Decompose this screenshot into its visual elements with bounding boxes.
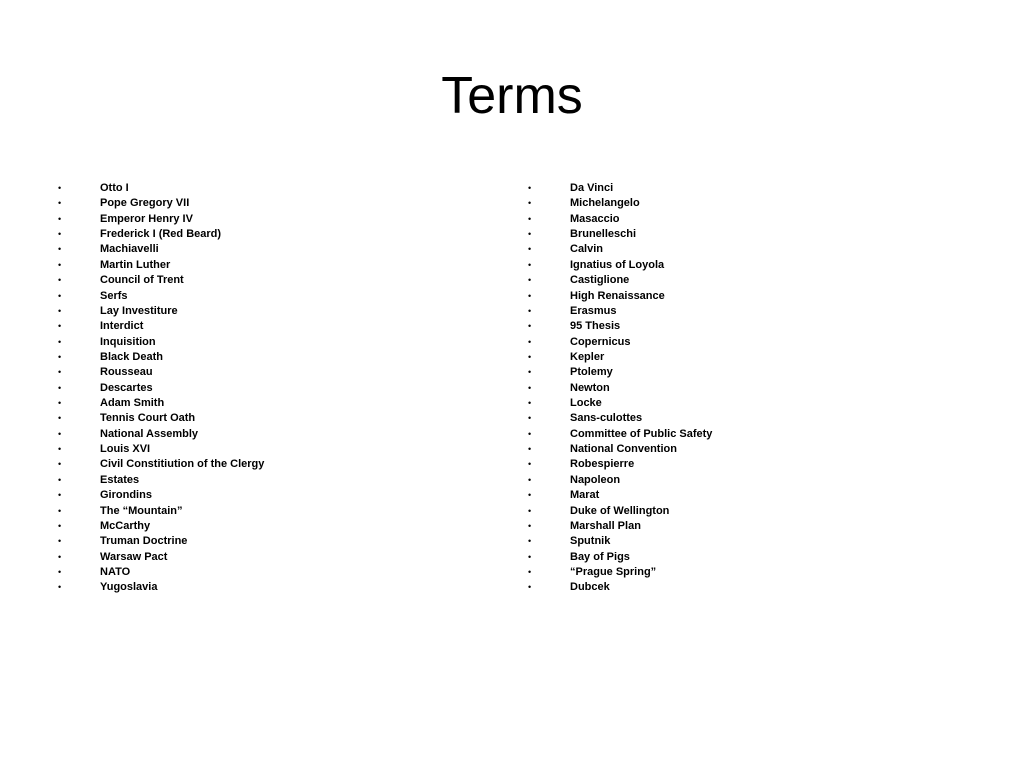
term-text: McCarthy <box>100 519 151 532</box>
bullet-icon: • <box>58 413 62 424</box>
term-text: 95 Thesis <box>570 320 621 333</box>
term-list-item <box>528 350 948 365</box>
term-text: Civil Constitiution of the Clergy <box>100 458 265 471</box>
term-list-item <box>528 181 948 196</box>
term-list-item <box>58 427 478 442</box>
bullet-icon: • <box>58 382 62 393</box>
term-list-item <box>528 212 948 227</box>
term-list-item <box>58 196 478 211</box>
term-text: Calvin <box>570 243 604 256</box>
bullet-icon: • <box>528 536 532 547</box>
term-list-item <box>528 550 948 565</box>
term-list-item <box>528 427 948 442</box>
term-text: Tennis Court Oath <box>100 412 196 425</box>
bullet-icon: • <box>58 398 62 409</box>
term-text: Ptolemy <box>570 366 613 379</box>
term-text: Sputnik <box>570 535 611 548</box>
term-text: National Assembly <box>100 427 199 440</box>
term-list-item <box>528 258 948 273</box>
term-list-item <box>58 550 478 565</box>
slide-title: Terms <box>441 67 583 125</box>
term-list-item <box>528 473 948 488</box>
term-list-item <box>528 534 948 549</box>
term-text: Sans-culottes <box>570 412 643 425</box>
bullet-icon: • <box>528 398 532 409</box>
term-list-item <box>528 273 948 288</box>
term-text: Masaccio <box>570 212 620 225</box>
term-text: Serfs <box>100 289 128 302</box>
term-list-item <box>58 350 478 365</box>
bullet-icon: • <box>58 505 62 516</box>
terms-list-right <box>528 181 948 596</box>
bullet-icon: • <box>528 259 532 270</box>
bullet-icon: • <box>58 551 62 562</box>
bullet-icon: • <box>58 520 62 531</box>
bullet-icon: • <box>528 444 532 455</box>
term-list-item <box>528 304 948 319</box>
term-list-item <box>528 488 948 503</box>
bullet-icon: • <box>528 198 532 209</box>
term-list-item <box>58 181 478 196</box>
bullet-icon: • <box>528 305 532 316</box>
bullet-icon: • <box>528 459 532 470</box>
bullet-icon: • <box>528 183 532 193</box>
term-list-item <box>58 258 478 273</box>
bullet-icon: • <box>58 305 62 316</box>
term-text: “Prague Spring” <box>570 565 657 578</box>
term-list-item <box>58 304 478 319</box>
term-list-item <box>58 289 478 304</box>
term-list-item <box>528 289 948 304</box>
term-text: Ignatius of Loyola <box>570 258 665 271</box>
term-list-item <box>58 381 478 396</box>
bullet-icon: • <box>528 275 532 286</box>
bullet-icon: • <box>528 321 532 332</box>
term-text: Pope Gregory VII <box>100 197 190 210</box>
bullet-icon: • <box>58 336 62 347</box>
bullet-icon: • <box>58 536 62 547</box>
term-text: Robespierre <box>570 458 635 471</box>
term-text: Adam Smith <box>100 397 165 410</box>
bullet-icon: • <box>528 520 532 531</box>
term-list-item <box>528 411 948 426</box>
bullet-icon: • <box>58 183 62 193</box>
bullet-icon: • <box>528 382 532 393</box>
term-list-item <box>58 396 478 411</box>
term-list-item <box>58 212 478 227</box>
bullet-icon: • <box>528 566 532 577</box>
term-text: Newton <box>570 381 610 394</box>
term-text: NATO <box>100 565 131 578</box>
term-list-item <box>528 442 948 457</box>
term-text: Interdict <box>100 320 144 333</box>
term-text: Lay Investiture <box>100 304 178 317</box>
term-list-item <box>528 396 948 411</box>
bullet-icon: • <box>528 551 532 562</box>
term-text: Copernicus <box>570 335 631 348</box>
term-list-item <box>58 519 478 534</box>
term-text: Committee of Public Safety <box>570 427 713 440</box>
bullet-icon: • <box>528 474 532 485</box>
bullet-icon: • <box>58 290 62 301</box>
bullet-icon: • <box>528 413 532 424</box>
term-text: Brunelleschi <box>570 228 637 241</box>
term-list-item <box>58 504 478 519</box>
term-text: Black Death <box>100 350 163 363</box>
term-list-item <box>58 473 478 488</box>
term-list-item <box>528 580 948 595</box>
bullet-icon: • <box>58 229 62 240</box>
term-list-item <box>58 442 478 457</box>
term-text: Duke of Wellington <box>570 504 670 517</box>
term-text: Castiglione <box>570 274 630 287</box>
term-text: Estates <box>100 473 140 486</box>
bullet-icon: • <box>58 259 62 270</box>
term-list-item <box>58 365 478 380</box>
term-list-item <box>528 365 948 380</box>
term-text: Marat <box>570 489 600 502</box>
term-text: The “Mountain” <box>100 504 183 517</box>
term-list-item <box>58 565 478 580</box>
bullet-icon: • <box>58 213 62 224</box>
term-text: Locke <box>570 397 602 410</box>
bullet-icon: • <box>58 275 62 286</box>
term-text: High Renaissance <box>570 289 665 302</box>
term-text: National Convention <box>570 443 677 456</box>
term-list-item <box>528 319 948 334</box>
term-list-item <box>58 534 478 549</box>
term-list-item <box>58 411 478 426</box>
term-list-item <box>58 242 478 257</box>
bullet-icon: • <box>528 336 532 347</box>
term-text: Frederick I (Red Beard) <box>100 228 222 241</box>
bullet-icon: • <box>58 351 62 362</box>
term-list-item <box>528 504 948 519</box>
bullet-icon: • <box>528 490 532 501</box>
bullet-icon: • <box>528 213 532 224</box>
term-list-item <box>528 519 948 534</box>
term-text: Yugoslavia <box>100 581 158 594</box>
bullet-icon: • <box>528 428 532 439</box>
term-text: Michelangelo <box>570 197 640 210</box>
term-text: Truman Doctrine <box>100 535 188 548</box>
term-text: Emperor Henry IV <box>100 212 193 225</box>
term-list-item <box>528 242 948 257</box>
term-list-item <box>528 565 948 580</box>
term-text: Kepler <box>570 350 605 363</box>
term-list-item <box>528 335 948 350</box>
bullet-icon: • <box>528 229 532 240</box>
term-list-item <box>528 457 948 472</box>
bullet-icon: • <box>58 198 62 209</box>
term-text: Da Vinci <box>570 182 614 194</box>
term-text: Dubcek <box>570 581 610 594</box>
term-list-item <box>58 580 478 595</box>
term-list-item <box>58 488 478 503</box>
bullet-icon: • <box>528 290 532 301</box>
term-list-item <box>528 196 948 211</box>
term-text: Bay of Pigs <box>570 550 630 563</box>
term-text: Louis XVI <box>100 443 151 456</box>
bullet-icon: • <box>528 351 532 362</box>
term-text: Napoleon <box>570 473 621 486</box>
term-list-item <box>528 227 948 242</box>
term-list-item <box>58 273 478 288</box>
term-list-item <box>58 319 478 334</box>
term-text: Council of Trent <box>100 274 184 287</box>
term-list-item <box>58 227 478 242</box>
bullet-icon: • <box>58 490 62 501</box>
bullet-icon: • <box>528 505 532 516</box>
bullet-icon: • <box>528 582 532 593</box>
term-text: Inquisition <box>100 335 156 348</box>
bullet-icon: • <box>58 459 62 470</box>
term-text: Warsaw Pact <box>100 550 168 563</box>
bullet-icon: • <box>58 566 62 577</box>
bullet-icon: • <box>58 244 62 255</box>
bullet-icon: • <box>528 367 532 378</box>
term-text: Martin Luther <box>100 258 171 271</box>
term-text: Descartes <box>100 381 153 394</box>
term-text: Machiavelli <box>100 243 159 256</box>
bullet-icon: • <box>58 582 62 593</box>
bullet-icon: • <box>58 474 62 485</box>
term-text: Marshall Plan <box>570 519 641 532</box>
bullet-icon: • <box>58 444 62 455</box>
term-list-item <box>58 335 478 350</box>
bullet-icon: • <box>58 321 62 332</box>
bullet-icon: • <box>58 428 62 439</box>
terms-list-left <box>58 181 478 596</box>
bullet-icon: • <box>528 244 532 255</box>
term-list-item <box>58 457 478 472</box>
term-list-item <box>528 381 948 396</box>
term-text: Rousseau <box>100 366 153 379</box>
term-text: Otto I <box>100 182 129 194</box>
term-text: Girondins <box>100 489 152 502</box>
bullet-icon: • <box>58 367 62 378</box>
term-text: Erasmus <box>570 304 617 317</box>
